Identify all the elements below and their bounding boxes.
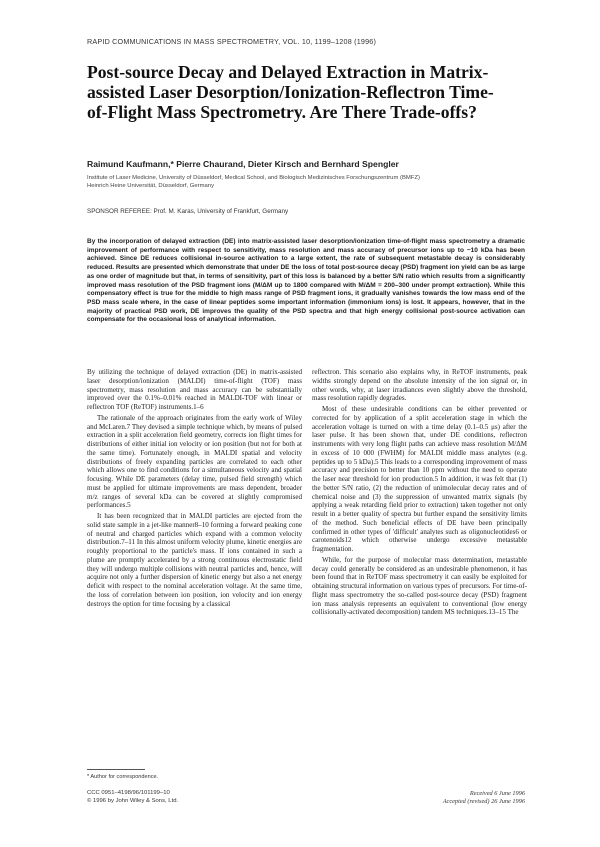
sponsor-referee: SPONSOR REFEREE: Prof. M. Karas, University of Frankfurt, Germany <box>87 208 289 215</box>
body-paragraph: reflectron. This scenario also explains why, in ReTOF instruments, peak widths strongly depend on the absolute intensity of the ion signal or, in other words, why, at laser irradiances even slightly above the threshold, mass resolution rapidly degrades. <box>312 368 527 403</box>
accepted-date: Accepted (revised) 26 June 1996 <box>442 797 525 805</box>
body-column-left <box>87 368 302 608</box>
body-paragraph: It has been recognized that in MALDI particles are ejected from the solid state sample in a jet-like manner8–10 forming a forward peaking cone of neutral and charged particles which expand with a common velocity distribution.7–11 In this almost uniform velocity plume, kinetic energies are roughly proportional to the particle's mass. If ions contained in such a plume are promptly accelerated by a strong continuous electrostatic field they will undergo multiple collisions with neutral particles and, hence, will acquire not only a further dispersion of kinetic energy but also a net energy deficit with respect to the nominal acceleration voltage. At the same time, the loss of correlation between ion position, ion velocity and ion energy destroys the option for time focusing by a classical <box>87 512 302 608</box>
article-title: Post-source Decay and Delayed Extraction in Matrix-assisted Laser Desorption/Ionization-Reflectron Time-of-Flight Mass Spectrometry. Are There Trade-offs? <box>87 62 494 122</box>
affiliation <box>87 174 517 190</box>
article-dates <box>380 790 525 805</box>
body-paragraph: Most of these undesirable conditions can be either prevented or corrected for by application of a split acceleration stage in which the acceleration voltage is turned on with a time delay (0.1–0.5 μs) after the laser pulse. It has been shown that, under DE conditions, reflectron instruments with very long flight paths can achieve mass resolution M/ΔM in excess of 10 000 (FWHM) for MALDI middle mass analytes (e.g. peptides up to 5 kDa).5 This leads to a corresponding improvement of mass accuracy and precision to better than 10 ppm without the need to operate the laser near threshold for ion production.5 In addition, it was felt that (1) the better S/N ratio, (2) the reduction of unimolecular decay rates and of chemical noise and (3) the suppression of unwanted matrix signals (by applying a weak retarding field prior to extraction) taken together not only result in a better quality of spectra but further expand the sensitivity limits of the method. Such beneficial effects of DE have been principally confirmed in other types of 'difficult' analytes such as oligonucleotides6 or carotenoids12 which otherwise undergo excessive metastable fragmentation. <box>312 405 527 553</box>
journal-running-header: RAPID COMMUNICATIONS IN MASS SPECTROMETRY, VOL. 10, 1199–1208 (1996) <box>87 37 377 46</box>
copyright-notice: © 1996 by John Wiley & Sons, Ltd. <box>87 797 179 804</box>
affiliation-line: Institute of Laser Medicine, University of Düsseldorf, Medical School, and Biologisch Medizinisches Forschungszentrum (BMFZ) <box>87 175 420 181</box>
body-column-right <box>312 368 527 617</box>
received-date: Received 6 June 1996 <box>469 790 525 797</box>
body-paragraph: While, for the purpose of molecular mass determination, metastable decay could generally be considered as an undesirable phenomenon, it has been found that in ReTOF mass spectrometry it can easily be exploited for obtaining structural information on various types of precursors. For time-of-flight mass spectrometry the so-called post-source decay (PSD) fragment ion mass analysis represents an equivalent to conventional (low energy collisionally-activated decomposition) tandem MS techniques.13–15 The <box>312 555 527 617</box>
copyright-block <box>87 790 178 805</box>
body-paragraph: The rationale of the approach originates from the early work of Wiley and McLaren.7 They devised a simple technique which, by means of pulsed extraction in a split acceleration field geometry, corrects ion flight times for distributions of either initial ion velocity or ion position (but not for both at the same time). Fortunately enough, in MALDI spatial and velocity distributions of freely expanding particles are correlated to each other which allows one to find conditions for a simultaneous velocity and spatial focusing. While DE parameters (delay time, pulsed field strength) which must be applied for ultimate improvements are mass dependent, broader m/z ranges of several kDa can be covered at slightly compromised performances.5 <box>87 413 302 510</box>
body-paragraph: By utilizing the technique of delayed extraction (DE) in matrix-assisted laser desorption/ionization (MALDI) time-of-flight (TOF) mass spectrometry, mass resolution and mass accuracy can be substantially improved over the 0.1%–0.01% reached in MALDI-TOF with linear or reflectron TOF (ReTOF) instruments.1–6 <box>87 368 302 411</box>
ccc-code: CCC 0951–4198/96/101199–10 <box>87 790 170 796</box>
author-list: Raimund Kaufmann,* Pierre Chaurand, Dieter Kirsch and Bernhard Spengler <box>87 159 399 169</box>
abstract: By the incorporation of delayed extraction (DE) into matrix-assisted laser desorption/ionization time-of-flight mass spectrometry a dramatic improvement of performance with respect to sensitivity, mass resolution and mass accuracy of precursor ions up to ~10 kDa has been achieved. Since DE reduces collisional in-source activation to a large extent, the rate of subsequent metastable decay is considerably reduced. Results are presented which demonstrate that under DE the loss of total post-source decay (PSD) fragment ion yield can be as large as one order of magnitude but that, in terms of sensitivity, part of this loss is balanced by a better S/N ratio which results from a significantly improved mass resolution of the PSD fragment ions (M/ΔM up to 1800 compared with M/ΔM = 200–300 under prompt extraction). While this compensatory effect is true for the middle to high mass range of PSD fragment ions, it gradually vanishes towards the low mass end of the PSD mass scale where, in the case of linear peptides some important information (immonium ions) is lost. It appears, however, that in the majority of practical PSD work, DE improves the quality of the PSD spectra and that high energy collisional post-source activation can compensate for the occasional loss of analytical information. <box>87 238 525 324</box>
affiliation-line: Heinrich Heine Universität, Düsseldorf, Germany <box>87 183 215 190</box>
footnote-divider <box>87 769 145 770</box>
correspondence-footnote: * Author for correspondence. <box>87 774 159 780</box>
